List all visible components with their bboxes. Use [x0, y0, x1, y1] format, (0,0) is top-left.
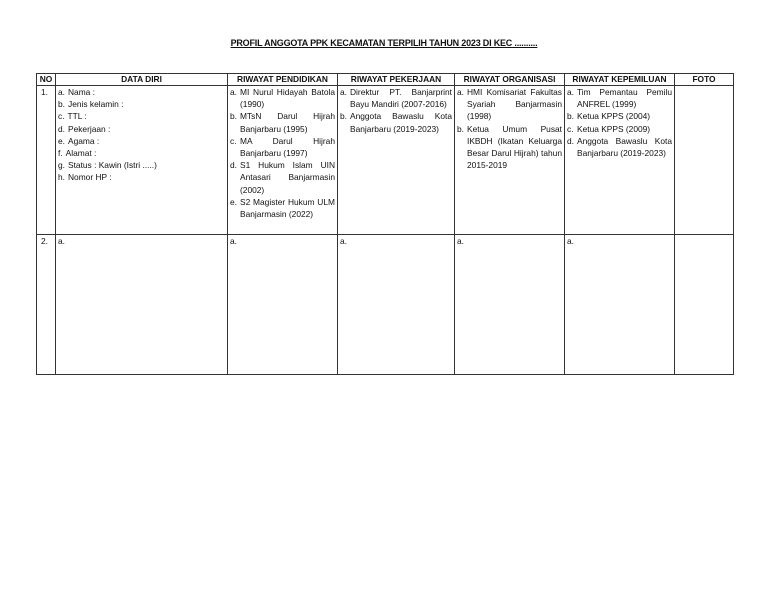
list-item	[567, 123, 672, 135]
list-item-marker: c.	[230, 135, 237, 146]
list-item-text: Agama :	[68, 135, 100, 146]
list-item	[58, 171, 225, 183]
list-item	[230, 135, 335, 159]
data-diri-cell	[56, 86, 228, 235]
list-item-marker: g.	[58, 160, 65, 171]
list-item-text: Status : Kawin (Istri .....)	[68, 160, 157, 171]
list-item	[230, 159, 335, 196]
list-item-marker: a.	[567, 236, 574, 246]
list-item-marker: a.	[230, 236, 237, 246]
document-title: PROFIL ANGGOTA PPK KECAMATAN TERPILIH TAHUN 2023 DI KEC ..........	[230, 38, 538, 48]
pekerjaan-list	[340, 86, 452, 135]
header-data-diri: DATA DIRI	[56, 74, 228, 86]
list-item-marker: d.	[230, 160, 237, 171]
pekerjaan-cell	[338, 86, 455, 235]
list-item-marker: b.	[340, 111, 347, 122]
foto-cell	[675, 235, 734, 375]
list-item-text	[240, 235, 335, 247]
list-item	[58, 98, 225, 110]
data-diri-cell	[56, 235, 228, 375]
list-item-marker: a.	[457, 87, 464, 97]
organisasi-cell	[455, 235, 565, 375]
header-no: NO	[37, 74, 56, 86]
list-item-marker: a.	[58, 87, 65, 97]
list-item-marker: a.	[230, 87, 237, 97]
list-item-text	[350, 235, 452, 247]
list-item	[567, 86, 672, 110]
list-item-text	[467, 235, 562, 247]
header-riwayat-kepemiluan: RIWAYAT KEPEMILUAN	[565, 74, 675, 86]
list-item-text: Tim Pemantau Pemilu ANFREL (1999)	[577, 87, 672, 110]
list-item-text: MI Nurul Hidayah Batola (1990)	[240, 87, 335, 110]
data-diri-list	[58, 86, 225, 184]
list-item-marker: a.	[340, 87, 347, 97]
list-item	[457, 123, 562, 172]
list-item-marker: a.	[457, 236, 464, 246]
kepemiluan-cell	[565, 235, 675, 375]
list-item-text: Direktur PT. Banjarprint Bayu Mandiri (2007-2016)	[350, 87, 452, 110]
list-item-text: HMI Komisariat Fakultas Syariah Banjarmasin (1998)	[467, 87, 562, 122]
list-item-marker: a.	[567, 87, 574, 97]
kepemiluan-list	[567, 235, 672, 247]
list-item-text: Nama :	[68, 87, 95, 97]
data-diri-list	[58, 235, 225, 247]
list-item	[567, 110, 672, 122]
organisasi-list	[457, 86, 562, 171]
list-item-text: Ketua KPPS (2004)	[577, 111, 651, 122]
list-item	[340, 86, 452, 110]
list-item-marker: b.	[457, 123, 464, 134]
list-item-text: Ketua Umum Pusat IKBDH (Ikatan Keluarga Besar Darul Hijrah) tahun 2015-2019	[467, 123, 562, 171]
list-item	[567, 135, 672, 159]
list-item-text: Nomor HP :	[68, 172, 112, 183]
table-header-row	[37, 74, 734, 86]
list-item-marker: d.	[567, 135, 574, 146]
list-item-text: MA Darul Hijrah Banjarbaru (1997)	[240, 135, 335, 159]
list-item-text: S1 Hukum Islam UIN Antasari Banjarmasin (2002)	[240, 160, 335, 195]
list-item-marker: b.	[58, 99, 65, 110]
pendidikan-list	[230, 86, 335, 220]
list-item-marker: b.	[230, 111, 237, 122]
list-item	[58, 235, 225, 247]
list-item-text: Anggota Bawaslu Kota Banjarbaru (2019-2023)	[350, 111, 452, 134]
list-item-marker: b.	[567, 111, 574, 122]
kepemiluan-list	[567, 86, 672, 159]
list-item-text	[68, 235, 225, 247]
row-number: 2.	[37, 235, 56, 375]
header-riwayat-organisasi: RIWAYAT ORGANISASI	[455, 74, 565, 86]
list-item-text: Pekerjaan :	[68, 123, 111, 134]
organisasi-cell	[455, 86, 565, 235]
list-item	[58, 135, 225, 147]
list-item-text: Alamat :	[65, 148, 97, 159]
list-item-marker: a.	[340, 236, 347, 246]
list-item-marker: c.	[58, 111, 65, 122]
pekerjaan-cell	[338, 235, 455, 375]
list-item	[230, 196, 335, 220]
foto-cell	[675, 86, 734, 235]
list-item	[567, 235, 672, 247]
profile-table	[36, 73, 734, 375]
table-row	[37, 235, 734, 375]
list-item	[457, 235, 562, 247]
list-item-marker: f.	[58, 148, 63, 159]
header-riwayat-pendidikan: RIWAYAT PENDIDIKAN	[228, 74, 338, 86]
list-item	[58, 147, 225, 159]
list-item	[58, 159, 225, 171]
list-item-marker: e.	[58, 135, 65, 146]
list-item	[457, 86, 562, 123]
list-item-marker: a.	[58, 236, 65, 246]
kepemiluan-cell	[565, 86, 675, 235]
pendidikan-cell	[228, 86, 338, 235]
list-item	[230, 86, 335, 110]
list-item-text: MTsN Darul Hijrah Banjarbaru (1995)	[240, 111, 335, 134]
list-item-text: TTL :	[67, 111, 87, 122]
list-item	[58, 110, 225, 122]
pekerjaan-list	[340, 235, 452, 247]
row-number: 1.	[37, 86, 56, 235]
pendidikan-cell	[228, 235, 338, 375]
organisasi-list	[457, 235, 562, 247]
list-item-text: Jenis kelamin :	[68, 99, 124, 110]
header-riwayat-pekerjaan: RIWAYAT PEKERJAAN	[338, 74, 455, 86]
list-item	[340, 110, 452, 134]
table-row	[37, 86, 734, 235]
list-item	[58, 86, 225, 98]
list-item-text: S2 Magister Hukum ULM Banjarmasin (2022)	[240, 196, 335, 220]
header-foto: FOTO	[675, 74, 734, 86]
list-item	[230, 110, 335, 134]
list-item	[230, 235, 335, 247]
list-item	[340, 235, 452, 247]
list-item-text	[577, 235, 672, 247]
list-item-marker: e.	[230, 196, 237, 207]
list-item-marker: h.	[58, 172, 65, 183]
pendidikan-list	[230, 235, 335, 247]
list-item-text: Ketua KPPS (2009)	[577, 123, 651, 134]
list-item-text: Anggota Bawaslu Kota Banjarbaru (2019-2023)	[577, 135, 672, 159]
list-item	[58, 123, 225, 135]
list-item-marker: c.	[567, 123, 574, 134]
list-item-marker: d.	[58, 123, 65, 134]
